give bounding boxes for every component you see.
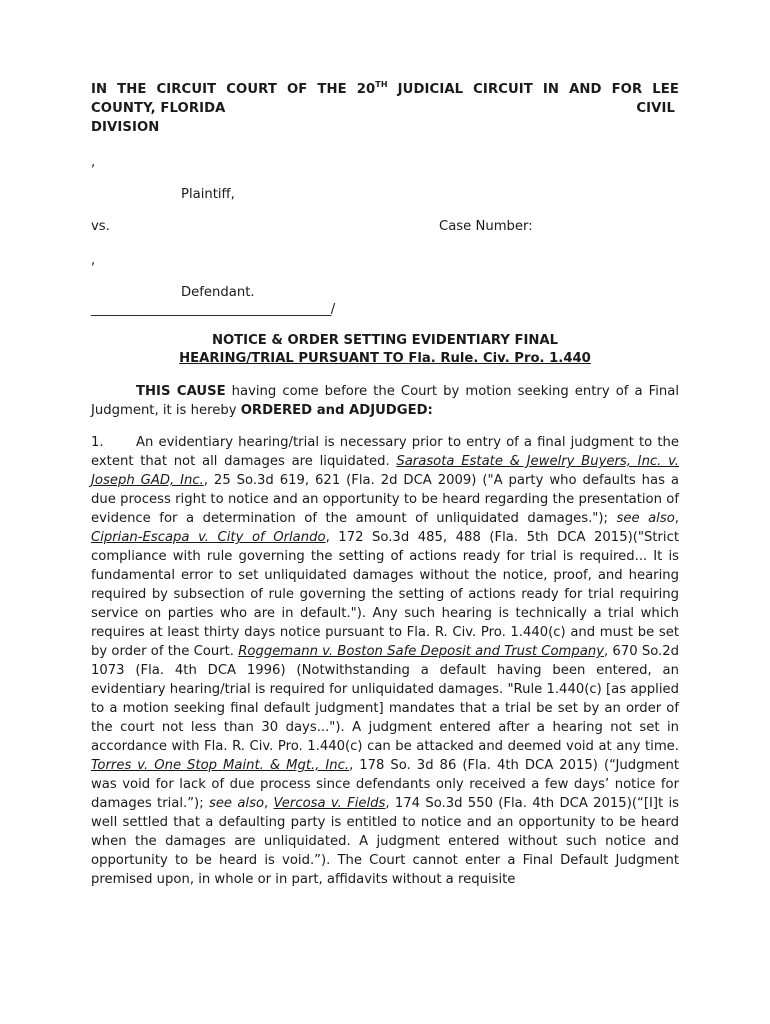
defendant-name-blank: ,: [91, 253, 96, 268]
caption-line-3: DIVISION: [91, 120, 160, 135]
citation-torres: Torres v. One Stop Maint. & Mgt., Inc.: [91, 758, 350, 773]
citation-vercosa: Vercosa v. Fields: [273, 796, 386, 811]
document-title: [91, 332, 679, 368]
court-caption: [91, 80, 679, 137]
citation-ciprian-escapa: Ciprian-Escapa v. City of Orlando: [91, 530, 326, 545]
vs-label: vs.: [91, 219, 110, 234]
caption-divider: ________________________________________/: [91, 302, 335, 317]
intro-paragraph: THIS CAUSE having come before the Court by motion seeking entry of a Final Judgment, it is hereby ORDERED and ADJUDGED:: [91, 384, 679, 418]
title-line-1: NOTICE & ORDER SETTING EVIDENTIARY FINAL: [211, 333, 559, 348]
title-line-2: HEARING/TRIAL PURSUANT TO Fla. Rule. Civ. Pro. 1.440: [179, 351, 591, 366]
caption-line-2: COUNTY, FLORIDA CIVIL: [91, 101, 675, 116]
paragraph-number: 1.: [91, 435, 104, 450]
paragraph-1: 1. An evidentiary hearing/trial is necessary prior to entry of a final judgment to the extent that not all damages are liquidated. Sarasota Estate & Jewelry Buyers, Inc. v. Joseph GAD, Inc., 25 So.3d 619, 621 (Fla. 2d DCA 2009) ("A party who defaults has a due process right to notice and an opportunity to be heard regarding the presentation of evidence for a determination of the amount of unliquidated damages."); see also, Ciprian-Escapa v. City of Orlando, 172 So.3d 485, 488 (Fla. 5th DCA 2015)("Strict compliance with rule governing the setting of actions ready for trial is required... It is fundamental error to set unliquidated damages without the notice, proof, and hearing required by subsection of rule governing the setting of actions ready for trial requiring service on parties who are in default."). Any such hearing is technically a trial which requires at least thirty days notice pursuant to Fla. R. Civ. Pro. 1.440(c) and must be set by order of the Court. Roggemann v. Boston Safe Deposit and Trust Company, 670 So.2d 1073 (Fla. 4th DCA 1996) (Notwithstanding a default having been entered, an evidentiary hearing/trial is required for unliquidated damages. "Rule 1.440(c) [as applied to a motion seeking final default judgment] mandates that a trial be set by an order of the court not less than 30 days..."). A judgment entered after a hearing not set in accordance with Fla. R. Civ. Pro. 1.440(c) can be attacked and deemed void at any time. Torres v. One Stop Maint. & Mgt., Inc., 178 So. 3d 86 (Fla. 4th DCA 2015) (“Judgment was void for lack of due process since defendants only received a few days’ notice for damages trial.”); see also, Vercosa v. Fields, 174 So.3d 550 (Fla. 4th DCA 2015)(“[I]t is well settled that a defaulting party is entitled to notice and an opportunity to be heard when the damages are unliquidated. A judgment entered without such notice and opportunity to be heard is void.”). The Court cannot enter a Final Default Judgment premised upon, in whole or in part, affidavits without a requisite: [91, 435, 680, 887]
case-number-label: Case Number:: [439, 219, 533, 234]
caption-line-1: IN THE CIRCUIT COURT OF THE 20TH JUDICIAL CIRCUIT IN AND FOR LEE: [91, 80, 679, 97]
plaintiff-label: Plaintiff,: [181, 187, 235, 202]
defendant-label: Defendant.: [181, 285, 255, 300]
citation-roggemann: Roggemann v. Boston Safe Deposit and Trust Company: [238, 644, 605, 659]
plaintiff-name-blank: ,: [91, 155, 96, 170]
citation-sarasota: Sarasota Estate & Jewelry Buyers, Inc. v. Joseph GAD, Inc.: [91, 454, 680, 488]
